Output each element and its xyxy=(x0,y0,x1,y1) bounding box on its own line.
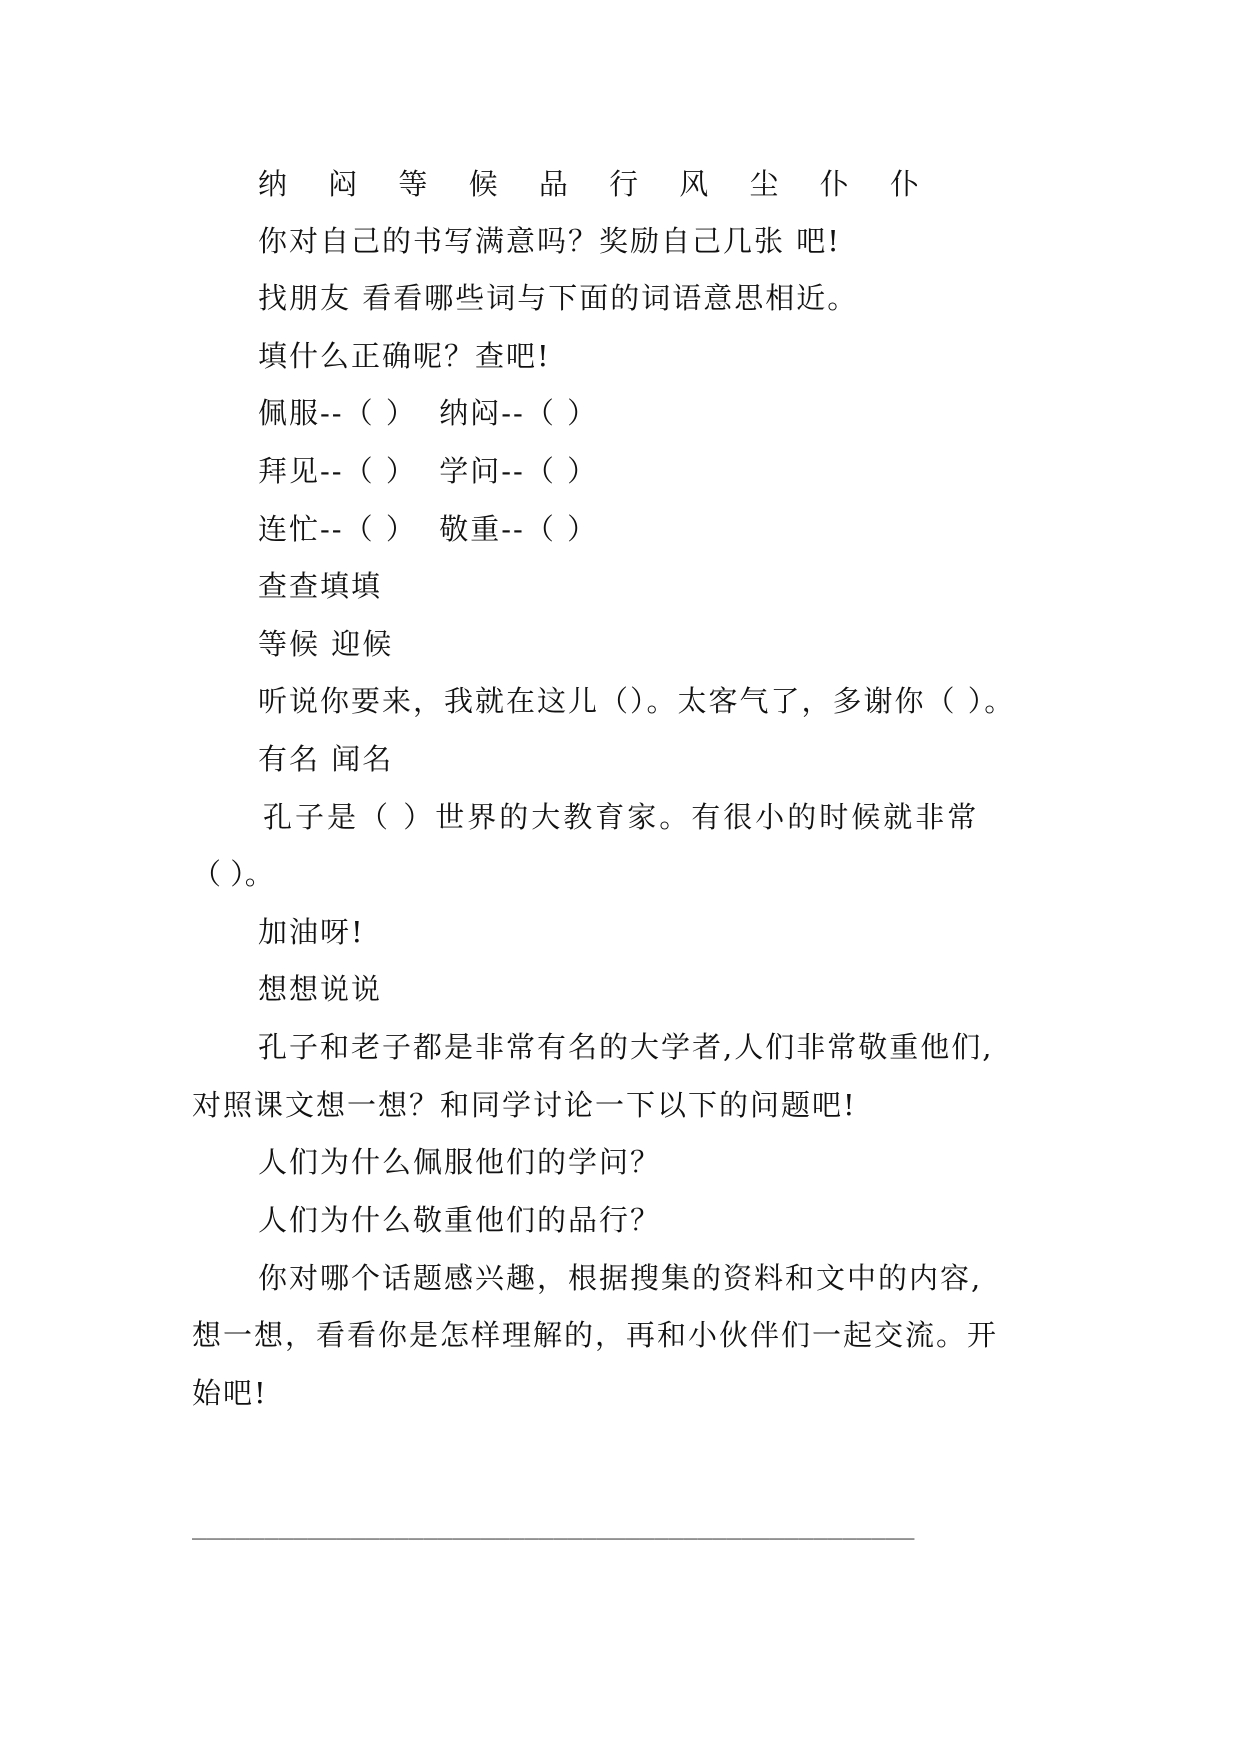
exercise-sentence: 听说你要来，我就在这儿（）。太客气了，多谢你（ ）。 xyxy=(258,684,1016,718)
word-pair: 有名 闻名 xyxy=(258,742,394,776)
question-line: 人们为什么敬重他们的品行？ xyxy=(258,1203,662,1237)
text-line: 填什么正确呢？查吧! xyxy=(258,339,551,373)
vocabulary-line: 纳 闷 等 候 品 行 风 尘 仆 仆 xyxy=(258,167,935,201)
paragraph-line: 你对哪个话题感兴趣，根据搜集的资料和文中的内容, xyxy=(258,1261,983,1295)
paragraph-line: 始吧! xyxy=(192,1376,268,1410)
exercise-sentence: 孔子是（ ）世界的大教育家。有很小的时候就非常 xyxy=(263,800,980,834)
question-line: 人们为什么佩服他们的学问？ xyxy=(258,1145,662,1179)
section-heading: 查查填填 xyxy=(258,569,383,603)
text-line: 找朋友 看看哪些词与下面的词语意思相近。 xyxy=(258,281,859,315)
exercise-line: 连忙--（ ） 敬重--（ ） xyxy=(258,512,599,546)
text-line: 你对自己的书写满意吗？奖励自己几张 吧! xyxy=(258,224,841,258)
text-line: 加油呀! xyxy=(258,915,365,949)
section-heading: 想想说说 xyxy=(258,972,383,1006)
exercise-sentence-continued: （ ）。 xyxy=(192,857,274,891)
word-pair: 等候 迎候 xyxy=(258,627,394,661)
exercise-line: 佩服--（ ） 纳闷--（ ） xyxy=(258,396,599,430)
exercise-line: 拜见--（ ） 学问--（ ） xyxy=(258,454,599,488)
paragraph-line: 想一想，看看你是怎样理解的，再和小伙伴们一起交流。开 xyxy=(192,1318,999,1352)
divider-line: __________________________________________________ xyxy=(192,1512,915,1540)
paragraph-line: 对照课文想一想？和同学讨论一下以下的问题吧! xyxy=(192,1088,857,1122)
paragraph-line: 孔子和老子都是非常有名的大学者,人们非常敬重他们, xyxy=(258,1030,994,1064)
